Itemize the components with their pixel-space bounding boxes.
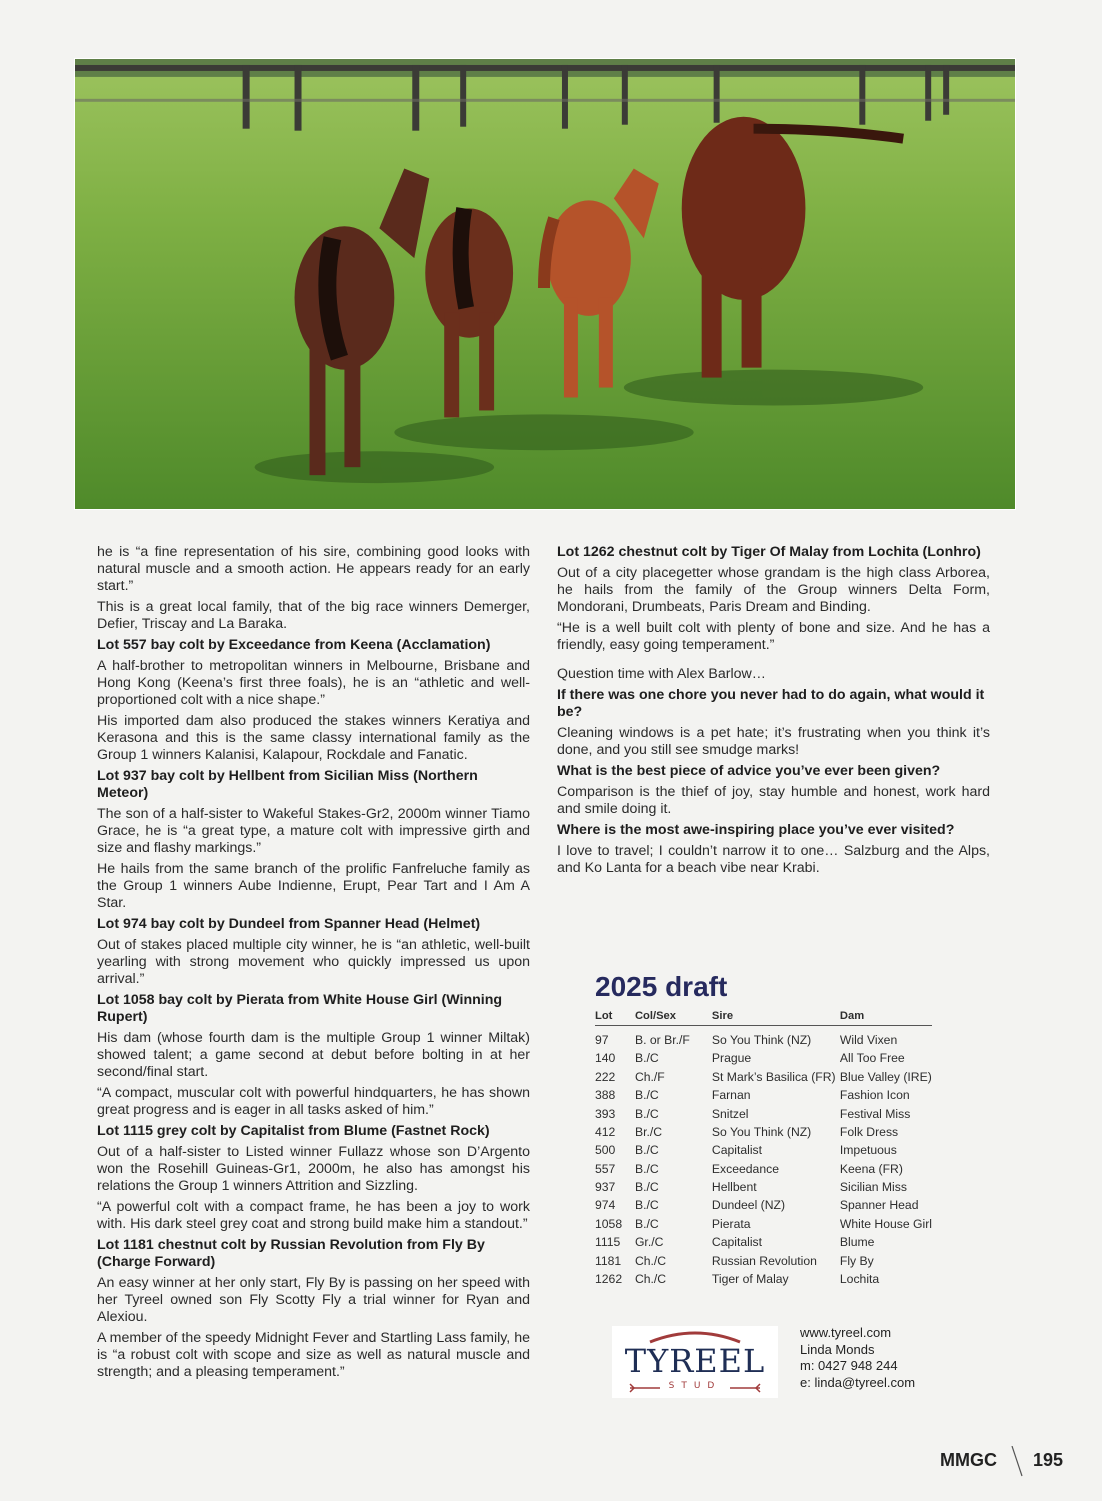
cell-sire: Exceedance <box>711 1161 779 1176</box>
cell-sire: Prague <box>711 1051 752 1066</box>
cell-sire: Dundeel (NZ) <box>711 1198 786 1213</box>
cell-lot: 140 <box>595 1051 616 1066</box>
draft-row <box>595 1085 932 1103</box>
cell-sire: St Mark’s Basilica (FR) <box>711 1069 836 1084</box>
draft-row <box>595 1269 932 1287</box>
cell-colsex: B./C <box>634 1161 659 1176</box>
cell-dam: Lochita <box>839 1271 880 1286</box>
draft-table <box>595 1010 932 1287</box>
logo-wordmark: TYREEL <box>624 1342 766 1380</box>
horses-photo <box>74 58 1016 510</box>
cell-lot: 937 <box>595 1180 616 1195</box>
cell-colsex: B./C <box>634 1143 659 1158</box>
body-paragraph: “A powerful colt with a compact frame, he has been a joy to work with. His dark steel grey coat and strong build make him a standout.” <box>97 1199 530 1232</box>
page-number: 195 <box>1033 1450 1064 1470</box>
draft-title: 2025 draft <box>595 971 728 1002</box>
cell-colsex: B./C <box>634 1051 659 1066</box>
cell-lot: 222 <box>595 1069 616 1084</box>
cell-colsex: B./C <box>634 1088 659 1103</box>
draft-row <box>595 1250 932 1268</box>
cell-dam: Spanner Head <box>839 1198 919 1213</box>
cell-sire: Capitalist <box>711 1143 763 1158</box>
horses-image <box>75 59 1015 509</box>
logo-subtitle: STUD <box>668 1381 722 1391</box>
folio-divider <box>1010 1446 1024 1478</box>
section-heading: Lot 1115 grey colt by Capitalist from Blume (Fastnet Rock) <box>97 1123 490 1139</box>
body-paragraph: “He is a well built colt with plenty of bone and size. And he has a friendly, easy going temperament.” <box>557 620 990 653</box>
draft-row <box>595 1232 932 1250</box>
cell-sire: Russian Revolution <box>711 1253 817 1268</box>
body-paragraph: The son of a half-sister to Wakeful Stakes-Gr2, 2000m winner Tiamo Grace, he is “a great type, a mature colt with impressive girth and size and flashy markings.” <box>97 806 530 856</box>
section-heading: What is the best piece of advice you’ve ever been given? <box>557 763 941 779</box>
section-heading: Lot 937 bay colt by Hellbent from Sicilian Miss (Northern Meteor) <box>97 768 478 801</box>
cell-sire: Tiger of Malay <box>711 1271 789 1286</box>
page-folio <box>940 1446 1080 1478</box>
col-header-dam: Dam <box>840 1010 932 1026</box>
col-header-colsex: Col/Sex <box>635 1010 712 1026</box>
draft-row <box>595 1103 932 1121</box>
cell-dam: Fly By <box>839 1253 874 1268</box>
body-paragraph: he is “a fine representation of his sire, combining good looks with natural muscle and a smooth action. He appears ready for an early start.” <box>97 544 530 594</box>
cell-lot: 412 <box>595 1124 616 1139</box>
body-paragraph: A half-brother to metropolitan winners in Melbourne, Brisbane and Hong Kong (Keena’s first three foals), he is an “athletic and well-proportioned colt with a nice shape.” <box>97 658 530 708</box>
cell-lot: 1115 <box>595 1235 621 1250</box>
body-paragraph: Out of a city placegetter whose grandam is the high class Arborea, he hails from the family of the Group winners Delta Form, Mondorani, Drumbeats, Paris Dream and Binding. <box>557 565 990 615</box>
cell-lot: 1262 <box>595 1271 623 1286</box>
cell-sire: So You Think (NZ) <box>711 1033 812 1048</box>
cell-dam: Sicilian Miss <box>839 1180 907 1195</box>
publication-name: MMGC <box>940 1450 997 1470</box>
cell-colsex: B. or Br./F <box>634 1033 690 1048</box>
cell-lot: 388 <box>595 1088 616 1103</box>
cell-lot: 97 <box>595 1033 609 1048</box>
cell-sire: Pierata <box>711 1216 751 1231</box>
col-header-lot: Lot <box>595 1010 635 1026</box>
cell-colsex: B./C <box>634 1180 659 1195</box>
body-paragraph: His dam (whose fourth dam is the multiple Group 1 winner Miltak) showed talent; a game second at debut before bolting in at her second/final start. <box>97 1030 530 1080</box>
cell-dam: Festival Miss <box>839 1106 911 1121</box>
section-heading: If there was one chore you never had to do again, what would it be? <box>557 687 985 720</box>
body-paragraph: His imported dam also produced the stakes winners Keratiya and Kerasona and this is the same classy international family as the Group 1 winners Kalanisi, Kalapour, Rockdale and Fanatic. <box>97 713 530 763</box>
col-header-sire: Sire <box>712 1010 840 1026</box>
section-heading: Lot 974 bay colt by Dundeel from Spanner Head (Helmet) <box>97 916 481 932</box>
draft-row <box>595 1048 932 1066</box>
draft-panel <box>595 970 935 1287</box>
tyreel-stud-logo <box>612 1326 778 1398</box>
draft-row <box>595 1177 932 1195</box>
section-heading: Where is the most awe-inspiring place you’ve ever visited? <box>557 822 955 838</box>
body-paragraph: He hails from the same branch of the prolific Fanfreluche family as the Group 1 winners Aube Indienne, Erupt, Pear Tart and I Am A Star. <box>97 861 530 911</box>
cell-dam: All Too Free <box>839 1051 905 1066</box>
section-heading: Lot 1262 chestnut colt by Tiger Of Malay from Lochita (Lonhro) <box>557 544 981 560</box>
body-paragraph: I love to travel; I couldn’t narrow it to one… Salzburg and the Alps, and Ko Lanta for a beach vibe near Krabi. <box>557 843 990 876</box>
section-heading: Lot 1058 bay colt by Pierata from White House Girl (Winning Rupert) <box>97 992 503 1025</box>
cell-lot: 393 <box>595 1106 616 1121</box>
body-paragraph: Out of a half-sister to Listed winner Fullazz whose son D’Argento won the Rosehill Guineas-Gr1, 2000m, he also has amongst his relations the Group 1 winners Attrition and Sizzling. <box>97 1144 530 1194</box>
cell-lot: 557 <box>595 1161 616 1176</box>
body-paragraph: Out of stakes placed multiple city winner, he is “an athletic, well-built yearling with strong movement who quickly impressed us upon arrival.” <box>97 937 530 987</box>
cell-colsex: Ch./C <box>634 1253 667 1268</box>
draft-row <box>595 1026 932 1049</box>
cell-colsex: Br./C <box>634 1124 663 1139</box>
body-paragraph: Cleaning windows is a pet hate; it’s frustrating when you think it’s done, and you still see smudge marks! <box>557 725 990 758</box>
cell-dam: Wild Vixen <box>839 1033 898 1048</box>
body-paragraph: This is a great local family, that of the big race winners Demerger, Defier, Triscay and La Baraka. <box>97 599 530 632</box>
draft-row <box>595 1158 932 1176</box>
draft-row <box>595 1140 932 1158</box>
cell-dam: White House Girl <box>839 1216 932 1231</box>
section-heading: Lot 1181 chestnut colt by Russian Revolution from Fly By (Charge Forward) <box>97 1237 485 1270</box>
cell-sire: So You Think (NZ) <box>711 1124 812 1139</box>
cell-dam: Fashion Icon <box>839 1088 910 1103</box>
body-paragraph: Comparison is the thief of joy, stay humble and honest, work hard and smile doing it. <box>557 784 990 817</box>
draft-row <box>595 1214 932 1232</box>
cell-sire: Hellbent <box>711 1180 757 1195</box>
cell-colsex: B./C <box>634 1216 659 1231</box>
cell-colsex: Gr./C <box>634 1235 664 1250</box>
contact-block <box>800 1325 915 1391</box>
contact-mobile: m: 0427 948 244 <box>800 1358 898 1373</box>
cell-sire: Capitalist <box>711 1235 763 1250</box>
contact-email[interactable]: e: linda@tyreel.com <box>800 1374 916 1390</box>
body-paragraph: A member of the speedy Midnight Fever and Startling Lass family, he is “a robust colt with scope and size as well as natural muscle and strength; and a pleasing temperament.” <box>97 1330 530 1380</box>
body-paragraph: An easy winner at her only start, Fly By is passing on her speed with her Tyreel owned son Fly Scotty Fly a trial winner for Ryan and Alexiou. <box>97 1275 530 1325</box>
cell-lot: 974 <box>595 1198 616 1213</box>
contact-website[interactable]: www.tyreel.com <box>800 1325 892 1340</box>
cell-lot: 500 <box>595 1143 616 1158</box>
cell-dam: Folk Dress <box>839 1124 899 1139</box>
cell-colsex: B./C <box>634 1106 659 1121</box>
cell-colsex: B./C <box>634 1198 659 1213</box>
cell-colsex: Ch./F <box>634 1069 665 1084</box>
cell-dam: Keena (FR) <box>839 1161 903 1176</box>
left-text-column <box>97 544 530 1385</box>
cell-lot: 1058 <box>595 1216 623 1231</box>
body-paragraph: “A compact, muscular colt with powerful hindquarters, he has shown great progress and is eager in all tasks asked of him.” <box>97 1085 530 1118</box>
cell-lot: 1181 <box>595 1253 622 1268</box>
draft-row <box>595 1067 932 1085</box>
right-text-column <box>557 544 990 881</box>
cell-dam: Blume <box>839 1235 875 1250</box>
body-paragraph: Question time with Alex Barlow… <box>557 666 766 682</box>
draft-row <box>595 1195 932 1213</box>
section-heading: Lot 557 bay colt by Exceedance from Keena (Acclamation) <box>97 637 491 653</box>
cell-colsex: Ch./C <box>634 1271 667 1286</box>
cell-sire: Farnan <box>711 1088 751 1103</box>
contact-name: Linda Monds <box>800 1341 875 1357</box>
draft-row <box>595 1122 932 1140</box>
cell-dam: Impetuous <box>839 1143 897 1158</box>
cell-dam: Blue Valley (IRE) <box>839 1069 932 1084</box>
draft-table-header <box>595 1010 932 1026</box>
cell-sire: Snitzel <box>711 1106 749 1121</box>
